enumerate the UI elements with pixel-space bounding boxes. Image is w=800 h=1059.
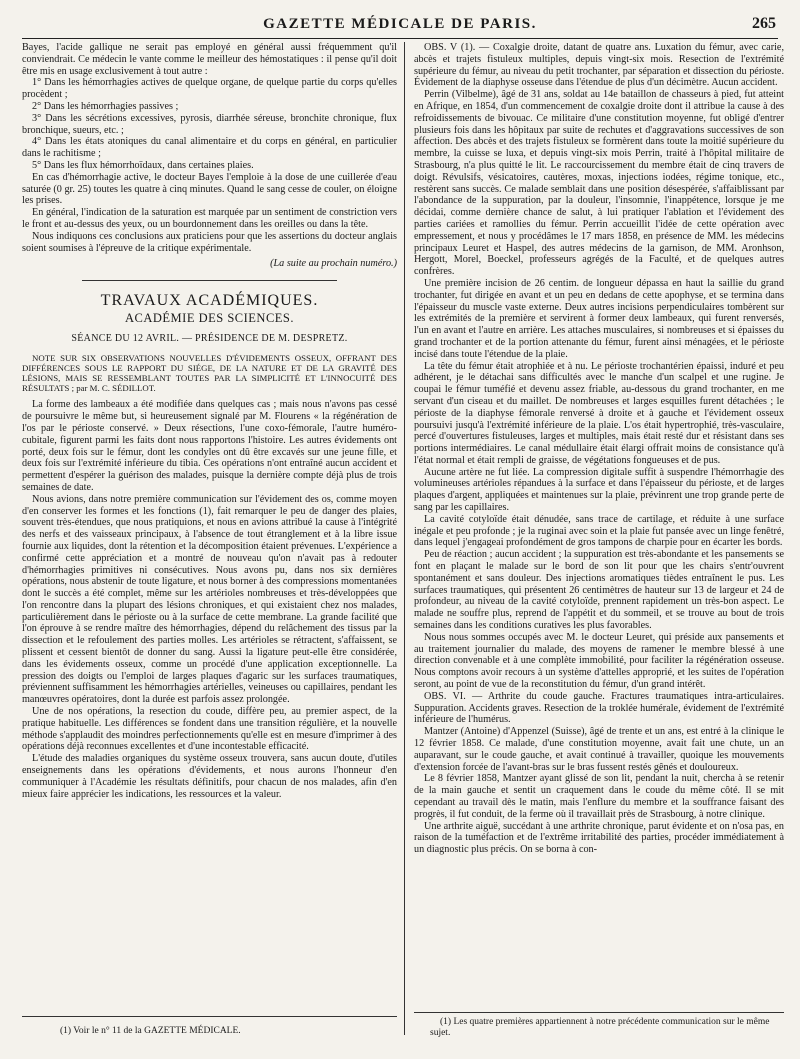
paragraph: Une première incision de 26 centim. de longueur dépassa en haut la saillie du grand trochanter, fut dirigée en avant et un peu en dedans de cette apophyse, et se termina dans l'épaisseur du muscle vaste externe. Deux autres incisions perpendiculaires tombèrent sur les extrémités de la première et servirent à former deux lambeaux, qui furent renversés, l'un en avant et l'autre en arrière. Les attaches musculaires, si nombreuses et si épaisses du grand trochanter et de la portion attenante du fémur, furent ainsi ménagées, et le périoste incisé dans toute l'étendue de la plaie.	[414, 277, 784, 360]
paragraph: Nous nous sommes occupés avec M. le docteur Leuret, qui préside aux pansements et au traitement journalier du malade, des moyens de ramener le membre blessé à une direction convenable et à une complète immobilité, pour faciliter la régénération osseuse. Nous comptons avoir recours à un système d'attelles approprié, et les suites de l'opération seront, au point de vue de la reconstitution du fémur, d'un grand intérêt.	[414, 631, 784, 691]
paragraph: La forme des lambeaux a été modifiée dans quelques cas ; mais nous n'avons pas cessé de poursuivre le même but, si heureusement signalé par M. Flourens « la régénération de l'os par le périoste conservé. » Deux résections, l'une coxo-fémorale, l'autre huméro-cubitale, figurent parmi les faits dont nous rapportons l'histoire. Les autres évidements ont porté, deux fois sur le fémur, dont les condyles ont dû être excavés sur une jeune fille, et deux fois sur l'extrémité inférieure du tibia. Ces opérations n'ont entraîné aucun accident et permettent d'espérer la guérison des malades, puisque la dernière compte déjà plus de trois semaines de date.	[22, 399, 397, 493]
left-column	[22, 42, 397, 800]
footnote-rule	[414, 1012, 784, 1013]
paragraph: Bayes, l'acide gallique ne serait pas employé en général aussi fréquemment qu'il conviendrait. Ce médecin le vante comme le meilleur des hémostatiques : il pense qu'il doit être mis en usage exclusivement à tout autre :	[22, 42, 397, 77]
footnote-left: (1) Voir le n° 11 de la GAZETTE MÉDICALE.	[60, 1026, 241, 1036]
paragraph: La tête du fémur était atrophiée et à nu. Le périoste trochantérien épaissi, induré et peu adhérent, je le détachai sans difficultés avec le manche d'un scalpel et une rugine. Je coupai le fémur tuméfié et devenu assez friable, au-dessous du grand trochanter, en me servant d'un ciseau et du maillet. De nombreuses et larges esquilles furent détachées ; le périoste de la diaphyse fémorale renversé à droite et à gauche et l'évidement osseux poursuivi jusqu'à l'extrémité inférieure de la plaie. L'os était hypertrophié, très-vasculaire, percé d'ouvertures fistuleuses, larges et multiples, mais était resté dur et résistant dans ses portions intermédiaires. Le canal médullaire était élargi offrait moins de consistance qu'à l'état normal et était rempli de graisse, de végétations fongueuses et de pus.	[414, 360, 784, 466]
paragraph: Aucune artère ne fut liée. La compression digitale suffit à suspendre l'hémorrhagie des volumineuses artérioles répandues à la surface et dans l'épaisseur du périoste, et de larges plaques d'argent, appliquées et maintenues sur la plaie, prévinrent une trop grande perte de sang par les capillaires.	[414, 466, 784, 514]
paragraph: La cavité cotyloïde était dénudée, sans trace de cartilage, et réduite à une surface inégale et peu profonde ; je la ruginai avec soin et la plaie fut pansée avec un linge fenêtré, dans lequel j'engageai profondément de gros tampons de charpie pour en écarter les bords.	[414, 513, 784, 549]
paragraph: En général, l'indication de la saturation est marquée par un sentiment de constriction vers le front et au-dessus des yeux, ou un bourdonnement dans les oreilles ou dans la tête.	[22, 207, 397, 230]
paragraph: Peu de réaction ; aucun accident ; la suppuration est très-abondante et les pansements se font en plaçant le malade sur le bord de son lit pour que les chairs s'entr'ouvrent spontanément et sans douleur. Des injections aromatiques tièdes entraînent le pus. Les surfaces traumatiques, qui présentent 26 centimètres de hauteur sur 13 de largeur et 24 de profondeur, au niveau de la cavité cotyloïde, prennent rapidement un très-bon aspect. Le malade ne souffre plus, reprend de l'appétit et du sommeil, et se trouve au bout de trois semaines dans les conditions curatives les plus favorables.	[414, 549, 784, 632]
paragraph: Le 8 février 1858, Mantzer ayant glissé de son lit, pendant la nuit, chercha à se retenir de la main gauche et sentit un craquement dans le coude du même côté. Il se mit cependant au travail dès le matin, mais l'enflure du membre et la souffrance faisant des progrès, il fut conduit, de la ferme où il travaillait près de Strasbourg, à notre clinique.	[414, 773, 784, 820]
section-title: TRAVAUX ACADÉMIQUES.	[100, 292, 319, 310]
page-header	[22, 14, 778, 39]
paragraph: Nous avions, dans notre première communication sur l'évidement des os, comme moyen d'en conserver les formes et les fonctions (1), fait remarquer le peu de danger des plaies, souvent très-étendues, que nous pratiquions, et nous en avions attribué la cause à l'intégrité des nerfs et des vaisseaux principaux, à l'absence de tout étranglement et à la libre issue fournie aux liquides, dont la rétention et la décomposition étaient prévenues. L'expérience a confirmé cette appréciation et a montré de nouveau qu'on n'avait pas à redouter d'hémorrhagies primitives ni consécutives. Nous avons pu, dans nos six dernières opérations, nous abstenir de toute ligature, et nous borner à des compressions momentanées dont le succès a été complet, même sur les artérioles nombreuses et très-développées que l'on rencontre dans la plupart des lésions chroniques, et qui existaient chez nos malades, particulièrement dans le périoste ou à la surface de cette membrane. La grande facilité que l'on éprouve à se rendre maître des hémorrhagies, dépend du relâchement des tissus par la dissection et le refoulement des parties molles. Les artérioles se rétractent, s'affaissent, se plissent et cessent bientôt de donner du sang. Aussi la ligature peut-elle être considérée, dans les évidements osseux, comme un procédé d'une application exceptionnelle. La pression des doigts ou l'emploi de larges plaques d'agaric sur les surfaces traumatiques, préviennent suffisamment les hémorrhagies artérielles, veineuses ou capillaires, pendant les manœuvres opératoires, dont la durée est parfois assez prolongée.	[22, 493, 397, 706]
paragraph: Perrin (Vilbelme), âgé de 31 ans, soldat au 14e bataillon de chasseurs à pied, fut atteint en Afrique, en 1854, d'un commencement de coxalgie droite dont il attribue la cause à des refroidissements de bivouac. Ce militaire d'une constitution moyenne, fut obligé d'entrer plusieurs fois dans les hôpitaux par suite de rechutes et d'aggravations successives de son affection. Des abcès et des trajets fistuleux se formèrent dans toute la moitié supérieure du membre, la cuisse se luxa, et depuis vingt-six mois Perrin, traité à l'hôpital militaire de Strasbourg, n'a plus quitté le lit. Le raccourcissement du membre était de cinq travers de doigt. Révulsifs, vésicatoires, cautères, moxas, injections iodées, régime tonique, etc., restèrent sans succès. Ce malade semblait dans une position désespérée, s'affaiblissant par l'abondance de la suppuration, par la douleur, l'insomnie, l'inappétence, lorsque je me décidai, comme dernière chance de salut, à lui pratiquer l'ablation et l'évidement des parties cariées et ramollies du fémur. Perrin accueillit l'idée de cette opération avec empressement, et nous y procédâmes le 17 mars 1858, en présence de MM. les médecins principaux Leuret et Haspel, des autres médecins de la garnison, de MM. Aronhson, Hergott, Morel, Boeckel, professeurs agrégés de la Faculté, et de quelques autres confrères.	[414, 89, 784, 278]
list-item: 5° Dans les flux hémorrhoïdaux, dans certaines plaies.	[32, 159, 254, 171]
paragraph: L'étude des maladies organiques du système osseux trouvera, sans aucun doute, d'utiles enseignements dans les opérations d'évidements, et nous aurons l'honneur d'en communiquer à l'Académie les résultats définitifs, pour chacun de nos malades, afin d'en mieux faire apprécier les indications, les ressources et la valeur.	[22, 753, 397, 800]
session-line: SÉANCE DU 12 AVRIL. — PRÉSIDENCE DE M. DESPRETZ.	[71, 332, 348, 344]
footnote-rule	[22, 1016, 397, 1017]
article-title: NOTE SUR SIX OBSERVATIONS NOUVELLES D'ÉVIDEMENTS OSSEUX, OFFRANT DES DIFFÉRENCES SOUS LE RAPPORT DU SIÉGE, DE LA NATURE ET DE LA GRAVITÉ DES LÉSIONS, MAIS SE RESSEMBLANT TOUTES PAR LA SIMPLICITÉ ET L'INNOCUITÉ DES RÉSULTATS ; par M. C. SÉDILLOT.	[22, 352, 397, 394]
list-item: 1° Dans les hémorrhagies actives de quelque organe, de quelque partie du corps qu'elles procèdent ;	[22, 77, 397, 101]
separator	[82, 280, 337, 281]
paragraph: Une arthrite aiguë, succédant à une arthrite chronique, parut évidente et on n'osa pas, en raison de la tuméfaction et de l'extrême irritabilité des parties, procéder immédiatement à un diagnostic plus précis. On se borna à con-	[414, 820, 784, 856]
right-column	[414, 42, 784, 856]
footnote-right: (1) Les quatre premières appartiennent à notre précédente communication sur le même sujet.	[430, 1017, 770, 1038]
list-item: 2° Dans les hémorrhagies passives ;	[32, 100, 179, 112]
page-number: 265	[752, 15, 776, 32]
paragraph: Une de nos opérations, la resection du coude, diffère peu, au premier aspect, de la pratique habituelle. Les différences se fondent dans une transition régulière, et la nouvelle méthode s'applaudit des moindres perfectionnements qu'elle est en mesure d'imprimer à des opérations déjà reconnues excellentes et d'une incontestable efficacité.	[22, 706, 397, 753]
academy-title: ACADÉMIE DES SCIENCES.	[125, 310, 294, 325]
observation-heading: OBS. V (1). — Coxalgie droite, datant de quatre ans. Luxation du fémur, avec carie, abcès et trajets fistuleux multiples, depuis vingt-six mois. Resection de l'extrémité supérieure du fémur, au niveau du petit trochanter, par séparation et dissection du périoste. Évidement de la diaphyse osseuse dans l'étendue de plus d'un décimètre. Aucun accident.	[414, 42, 784, 89]
journal-title: GAZETTE MÉDICALE DE PARIS.	[263, 16, 537, 32]
paragraph: Nous indiquons ces conclusions aux praticiens pour que les assertions du docteur anglais soient soumises à l'épreuve de la critique expérimentale.	[22, 230, 397, 254]
paragraph: En cas d'hémorrhagie active, le docteur Bayes l'emploie à la dose de une cuillerée d'eau saturée (0 gr. 25) toutes les quatre à cinq minutes. Quand le sang cesse de couler, on éloigne les prises.	[22, 171, 397, 207]
paragraph: Mantzer (Antoine) d'Appenzel (Suisse), âgé de trente et un ans, est entré à la clinique le 12 février 1858. Ce malade, d'une constitution moyenne, avait fait une chute, un an auparavant, sur le coude gauche, et avait continué à travailler, quoique les mouvements d'extension forcée de l'avant-bras sur le bras fussent restés gênés et douloureux.	[414, 726, 784, 773]
observation-heading: OBS. VI. — Arthrite du coude gauche. Fractures traumatiques intra-articulaires. Suppuration. Accidents graves. Resection de la troklée humérale, évidement de l'extrémité inférieure de l'humérus.	[414, 690, 784, 726]
continuation-note: (La suite au prochain numéro.)	[270, 258, 397, 270]
list-item: 4° Dans les états atoniques du canal alimentaire et du corps en général, en particulier dans le rachitisme ;	[22, 136, 397, 160]
list-item: 3° Dans les sécrétions excessives, pyrosis, diarrhée séreuse, bronchite chronique, flux bronchique, sueurs, etc. ;	[22, 112, 397, 136]
column-divider	[404, 42, 405, 1035]
